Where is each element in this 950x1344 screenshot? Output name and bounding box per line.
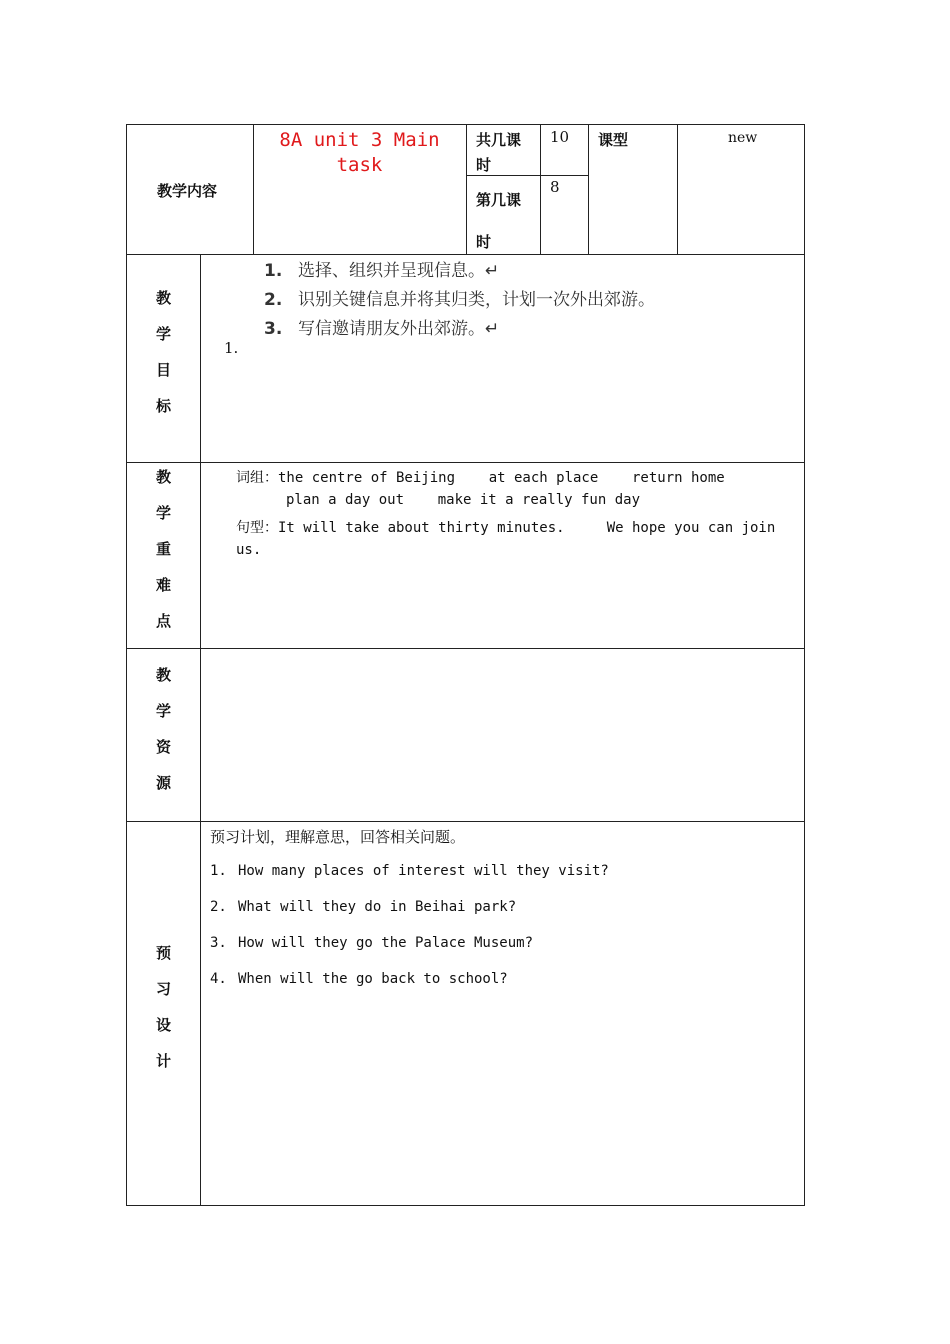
border-col-type-value [677,124,678,255]
border-col-label [200,254,201,1206]
border-col-periods-label [466,124,467,255]
objective-item: 2. 识别关键信息并将其归类，计划一次外出郊游。 [264,290,655,310]
border-row3 [126,648,805,649]
preview-question: 1. How many places of interest will they visit? [210,863,609,879]
border-bottom [126,1205,805,1206]
phrases-line-2: plan a day out make it a really fun day [286,492,641,508]
sentences-line-2: us. [236,542,262,558]
content-label: 教学内容 [157,182,218,200]
preview-label: 预 习 设 计 [155,944,171,1070]
total-periods-label: 共几课时 [476,131,522,174]
border-right [804,124,805,1206]
key-points-label: 教 学 重 难 点 [155,468,171,630]
lesson-title: 8A unit 3 Main task [279,129,440,176]
period-no-value: 8 [550,178,560,196]
period-no-label: 第几课时 [476,191,522,251]
phrases-line: 词组：the centre of Beijing at each place return home [236,470,725,486]
border-col-periods-value [540,124,541,255]
objective-extra: 1. [224,339,239,357]
total-periods-value: 10 [550,128,570,146]
border-col-type-label [588,124,589,255]
type-value: new [728,130,758,146]
preview-question: 3. How will they go the Palace Museum? [210,935,534,951]
sentences-line: 句型：It will take about thirty minutes. We hope you can join [236,520,776,536]
preview-intro: 预习计划，理解意思，回答相关问题。 [210,828,466,846]
objective-item: 1. 选择、组织并呈现信息。↵ [264,261,500,281]
border-row4 [126,821,805,822]
preview-question: 4. When will the go back to school? [210,971,508,987]
resources-label: 教 学 资 源 [155,666,171,792]
objectives-label: 教 学 目 标 [155,289,171,415]
type-label: 课型 [598,131,629,149]
preview-question: 2. What will they do in Beihai park? [210,899,517,915]
border-row2 [126,462,805,463]
objective-item: 3. 写信邀请朋友外出郊游。↵ [264,319,500,339]
